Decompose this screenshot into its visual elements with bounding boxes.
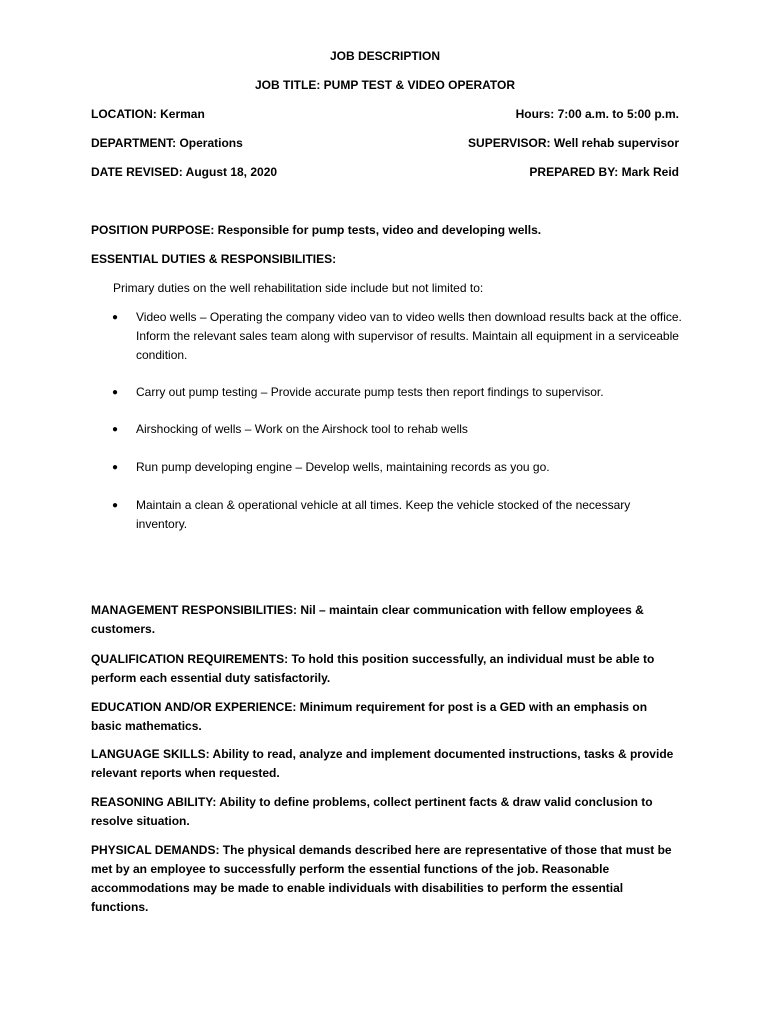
education-experience: EDUCATION AND/OR EXPERIENCE: Minimum requirement for post is a GED with an emphasis on basic mathematics. xyxy=(91,700,648,733)
info-row-department xyxy=(91,136,679,151)
supervisor-field: SUPERVISOR: Well rehab supervisor xyxy=(468,136,679,150)
prepared-by-field: PREPARED BY: Mark Reid xyxy=(529,165,679,179)
duties-heading: ESSENTIAL DUTIES & RESPONSIBILITIES: xyxy=(91,252,337,266)
duty-list-item xyxy=(112,496,684,534)
physical-demands: PHYSICAL DEMANDS: The physical demands described here are representative of those that must be met by an employee to successfully perform the essential functions of the job. Reasonable accommodations may be made to enable individuals with disabilities to perform the essential functions. xyxy=(91,843,672,914)
bullet-icon: ● xyxy=(112,500,119,511)
bullet-icon: ● xyxy=(112,312,119,323)
duty-text: Airshocking of wells – Work on the Airshock tool to rehab wells xyxy=(136,422,468,436)
duty-text: Maintain a clean & operational vehicle at all times. Keep the vehicle stocked of the necessary inventory. xyxy=(136,498,631,531)
management-responsibilities: MANAGEMENT RESPONSIBILITIES: Nil – maintain clear communication with fellow employees & customers. xyxy=(91,603,644,636)
qualification-requirements: QUALIFICATION REQUIREMENTS: To hold this position successfully, an individual must be able to perform each essential duty satisfactorily. xyxy=(91,652,655,685)
date-revised-field: DATE REVISED: August 18, 2020 xyxy=(91,165,278,179)
duty-text: Run pump developing engine – Develop wells, maintaining records as you go. xyxy=(136,460,550,474)
bullet-icon: ● xyxy=(112,462,119,473)
duty-list-item xyxy=(112,308,684,365)
info-row-location xyxy=(91,107,679,122)
info-row-date xyxy=(91,165,679,180)
duty-list-item xyxy=(112,458,684,477)
document-title: JOB DESCRIPTION xyxy=(329,49,440,63)
department-field: DEPARTMENT: Operations xyxy=(91,136,243,150)
bullet-icon: ● xyxy=(112,387,119,398)
duty-list-item xyxy=(112,383,684,402)
position-purpose: POSITION PURPOSE: Responsible for pump tests, video and developing wells. xyxy=(91,223,542,237)
location-field: LOCATION: Kerman xyxy=(91,107,205,121)
duty-list-item xyxy=(112,420,684,439)
reasoning-ability: REASONING ABILITY: Ability to define problems, collect pertinent facts & draw valid conclusion to resolve situation. xyxy=(91,795,653,828)
hours-field: Hours: 7:00 a.m. to 5:00 p.m. xyxy=(515,107,679,121)
bullet-icon: ● xyxy=(112,424,119,435)
duties-intro: Primary duties on the well rehabilitation side include but not limited to: xyxy=(113,281,484,295)
duty-text: Video wells – Operating the company video van to video wells then download results back at the office. Inform the relevant sales team along with supervisor of results. Maintain all equipment in a serviceable condition. xyxy=(136,310,682,362)
duty-text: Carry out pump testing – Provide accurate pump tests then report findings to supervisor. xyxy=(136,385,604,399)
language-skills: LANGUAGE SKILLS: Ability to read, analyze and implement documented instructions, tasks & provide relevant reports when requested. xyxy=(91,747,674,780)
job-title: JOB TITLE: PUMP TEST & VIDEO OPERATOR xyxy=(254,78,516,92)
